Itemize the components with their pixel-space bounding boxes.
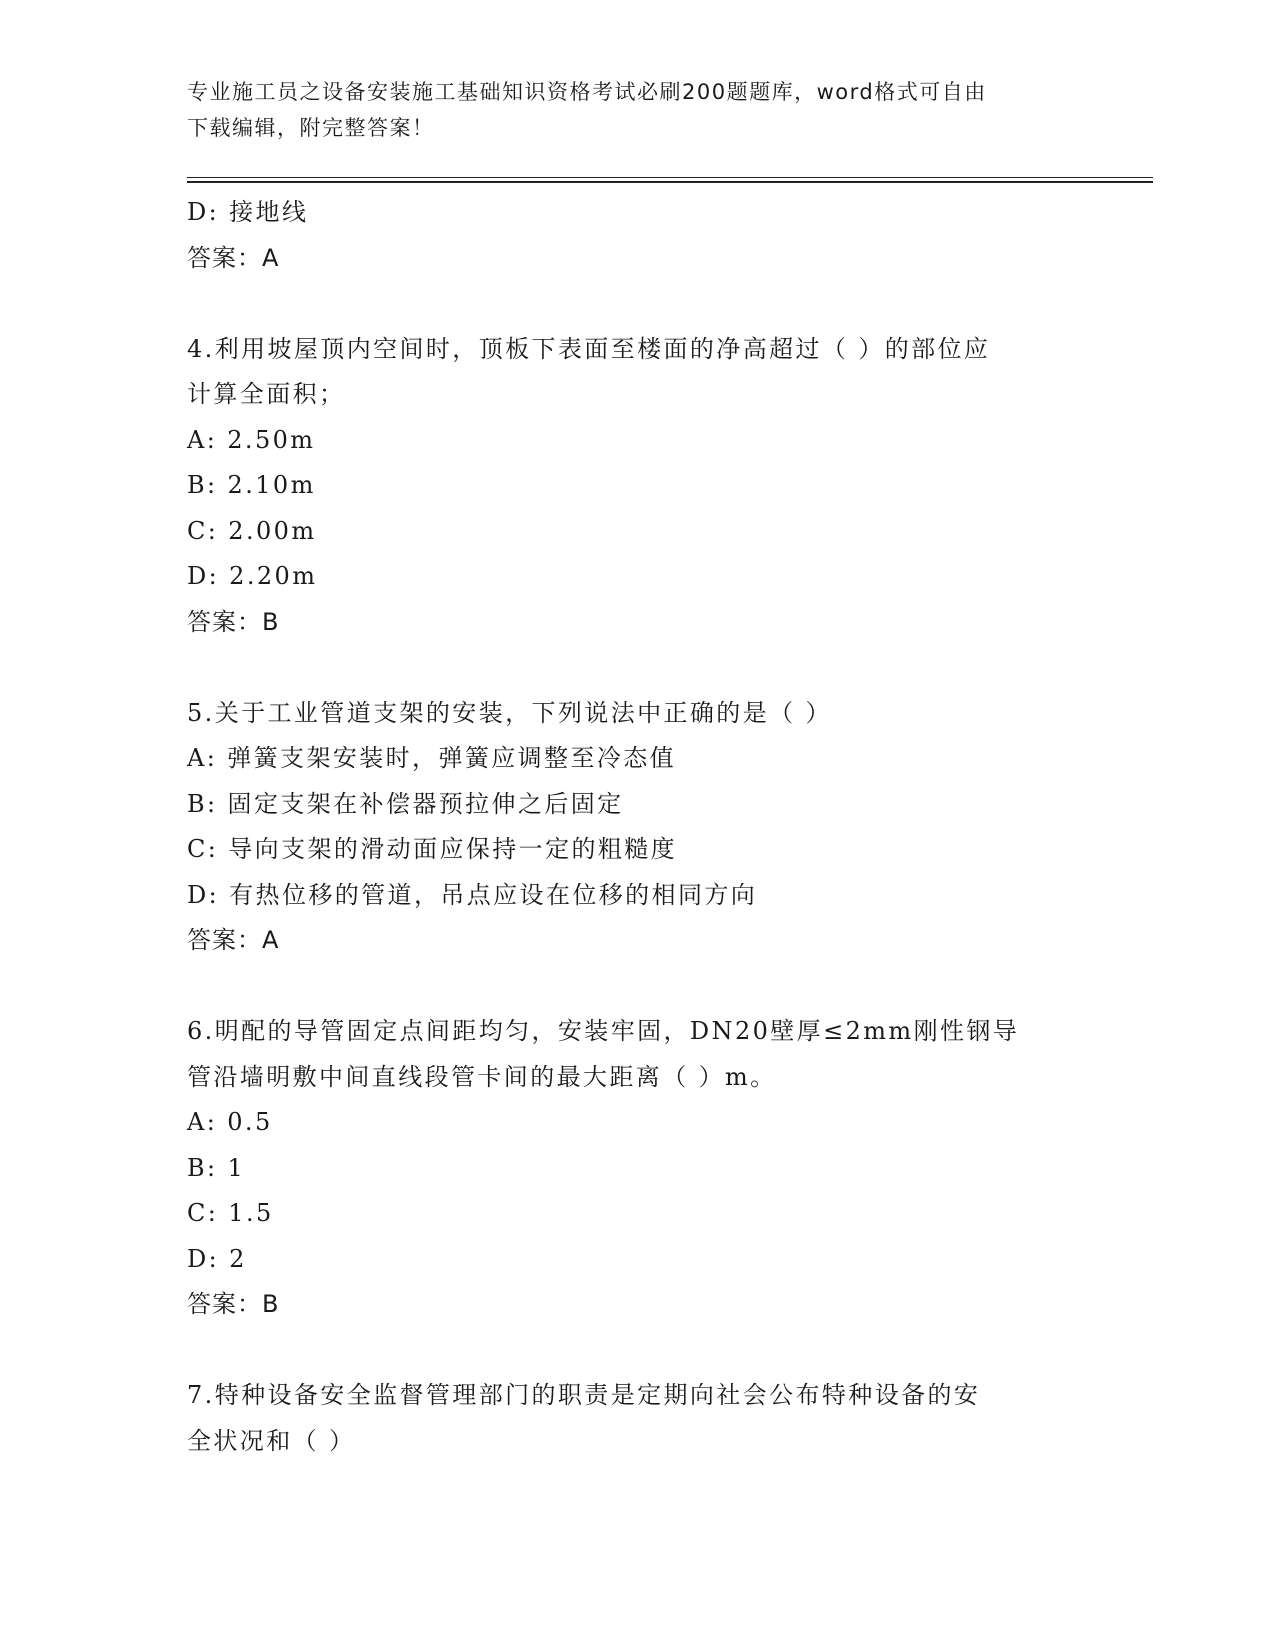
question-6-text-line-2: 管沿墙明敷中间直线段管卡间的最大距离（ ）m。 (187, 1062, 777, 1091)
question-4-option-d: D: 2.20m (187, 562, 318, 590)
spacer (187, 964, 1087, 1010)
document-body (187, 190, 1087, 1464)
header-divider-thick (187, 181, 1153, 183)
question-6-option-d: D: 2 (187, 1244, 247, 1273)
question-6-option-a: A: 0.5 (187, 1108, 273, 1136)
question-5-option-b: B: 固定支架在补偿器预拉伸之后固定 (187, 789, 624, 818)
header-title-line-2: 下载编辑，附完整答案！ (187, 116, 435, 140)
spacer (187, 645, 1087, 691)
spacer (187, 1328, 1087, 1374)
question-5-text-line-1: 5.关于工业管道支架的安装，下列说法中正确的是（ ） (187, 698, 832, 727)
question-4-option-c: C: 2.00m (187, 516, 317, 545)
question-5-option-d: D: 有热位移的管道，吊点应设在位移的相同方向 (187, 880, 758, 909)
question-4 (187, 327, 1067, 646)
question-5-option-a: A: 弹簧支架安装时，弹簧应调整至冷态值 (187, 744, 677, 772)
question-4-option-b: B: 2.10m (187, 471, 316, 499)
question-7-text-line-2: 全状况和（ ） (187, 1426, 356, 1455)
document-header (187, 74, 1067, 146)
question-4-text-line-2: 计算全面积； (187, 380, 346, 408)
question-6 (187, 1009, 1067, 1328)
question-5-answer: 答案：A (187, 926, 280, 954)
question-4-option-a: A: 2.50m (187, 425, 316, 454)
prev-answer: 答案：A (187, 243, 280, 272)
question-6-option-c: C: 1.5 (187, 1199, 274, 1227)
question-5 (187, 691, 1067, 964)
question-6-option-b: B: 1 (187, 1153, 246, 1182)
question-4-answer: 答案：B (187, 607, 280, 636)
header-title-line-1: 专业施工员之设备安装施工基础知识资格考试必刷200题题库，word格式可自由 (187, 80, 987, 104)
question-4-text-line-1: 4.利用坡屋顶内空间时，顶板下表面至楼面的净高超过（ ）的部位应 (187, 334, 991, 363)
question-7 (187, 1373, 1067, 1464)
question-5-option-c: C: 导向支架的滑动面应保持一定的粗糙度 (187, 835, 678, 863)
question-6-answer: 答案：B (187, 1290, 280, 1318)
question-6-text-line-1: 6.明配的导管固定点间距均匀，安装牢固，DN20壁厚≤2mm刚性钢导 (187, 1017, 1020, 1045)
spacer (187, 281, 1087, 327)
header-divider-thin (187, 177, 1153, 178)
question-7-text-line-1: 7.特种设备安全监督管理部门的职责是定期向社会公布特种设备的安 (187, 1381, 981, 1409)
prev-option-d: D: 接地线 (187, 198, 309, 226)
